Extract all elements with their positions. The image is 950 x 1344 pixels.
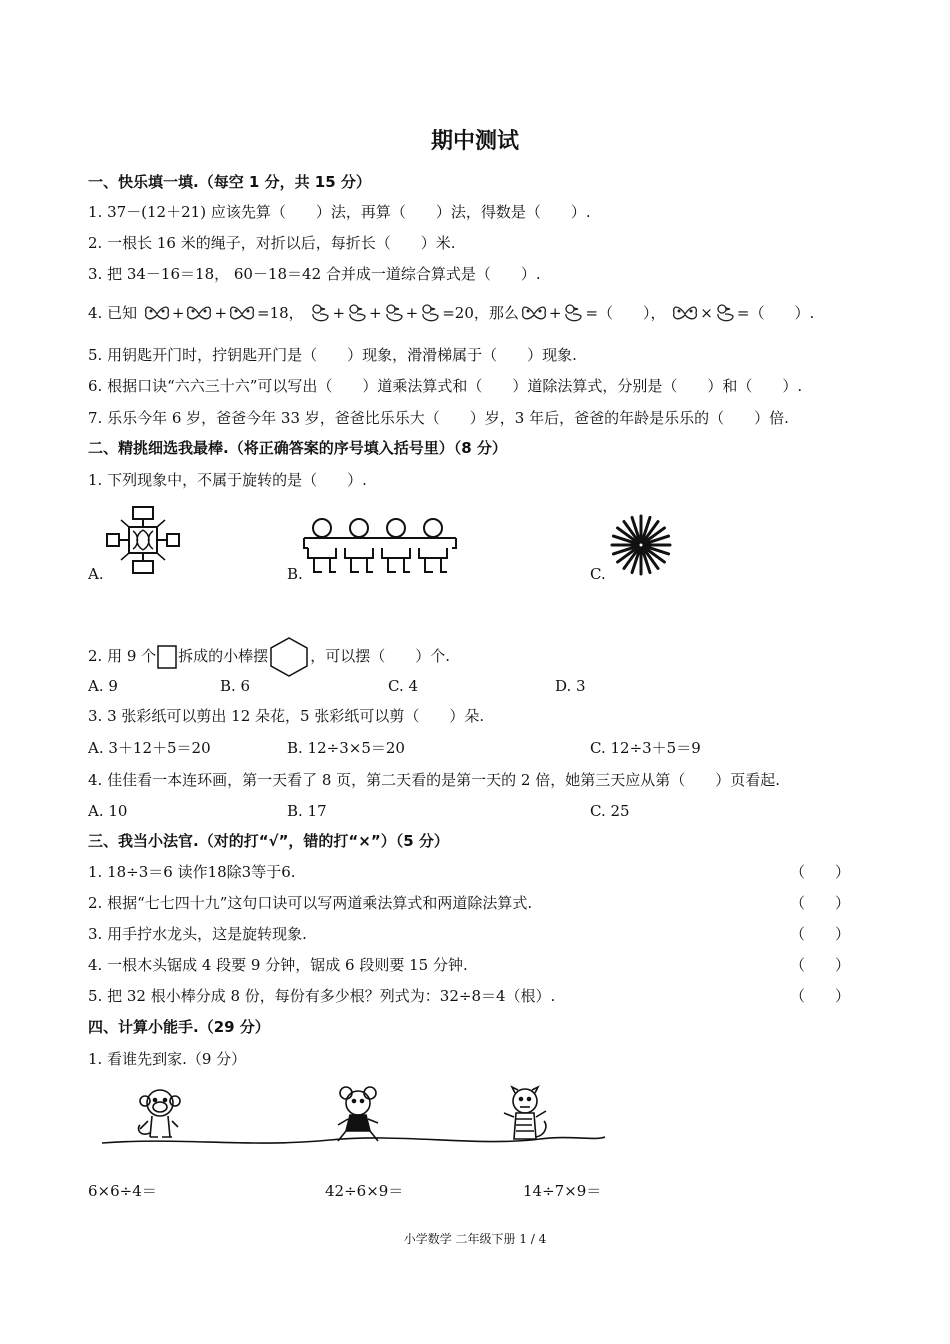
judge-item-2: 2. 根据“七七四十九”这句口诀可以写两道乘法算式和两道除法算式. [88,894,533,912]
q3-option-b: B. 12÷3×5＝20 [287,739,405,757]
section-1-heading: 一、快乐填一填.（每空 1 分，共 15 分） [88,173,371,191]
s1-question-1: 1. 37－(12＋21) 应该先算（ ）法，再算（ ）法，得数是（ ）. [88,203,591,221]
s1-question-7: 7. 乐乐今年 6 岁，爸爸今年 33 岁，爸爸比乐乐大（ ）岁，3 年后，爸爸的年龄是乐乐的（ ）倍. [88,409,789,427]
q2-text-a: 2. 用 9 个 [88,647,157,665]
duck-icon [713,302,737,326]
q3-option-c: C. 12÷3＋5＝9 [590,739,701,757]
hexagon-icon [268,636,310,678]
translation-pattern-figure-b [300,516,460,578]
duck-icon [345,302,369,326]
q2-option-c: C. 4 [388,677,419,695]
ground-line [102,1137,605,1143]
judge-item-5: 5. 把 32 根小棒分成 8 份，每份有多少根？列式为：32÷8＝4（根）. [88,987,556,1005]
q2-option-d: D. 3 [555,677,586,695]
race-scene [100,1085,610,1170]
s1-question-6: 6. 根据口诀“六六三十六”可以写出（ ）道乘法算式和（ ）道除法算式，分别是（ ）和（ ）. [88,377,803,395]
judge-item-1: 1. 18÷3＝6 读作18除3等于6. [88,863,296,881]
judge-answer-bracket-2: （ ） [789,894,850,912]
q4-text-a: 4. 已知 [88,304,138,322]
butterfly-icon [184,302,214,326]
tiger-icon [504,1087,546,1139]
s2-question-3: 3. 3 张彩纸可以剪出 12 朵花，5 张彩纸可以剪（ ）朵. [88,707,485,725]
q4-option-c: C. 25 [590,802,630,820]
s1-question-4: 4. 已知 + + =18， + + + =20，那么 + =（ ）， × =（ ）. [88,302,814,326]
race-expression-1: 6×6÷4＝ [88,1182,157,1200]
s2-question-2 [88,636,450,678]
butterfly-icon [519,302,549,326]
page-title: 期中测试 [430,129,519,154]
q1-option-c: C. [590,565,606,583]
rotation-pattern-figure-a [105,505,181,575]
section-3-heading: 三、我当小法官.（对的打“√”，错的打“×”）（5 分） [88,832,449,850]
q4-option-b: B. 17 [287,802,327,820]
q2-text-c: ，可以摆（ ）个. [310,647,450,665]
q3-option-a: A. 3＋12＋5＝20 [88,739,211,757]
square-sticks-icon [156,644,178,670]
s2-question-4: 4. 佳佳看一本连环画，第一天看了 8 页，第二天看的是第一天的 2 倍，她第三天应从第（ ）页看起. [88,771,781,789]
s1-question-5: 5. 用钥匙开门时，拧钥匙开门是（ ）现象，滑滑梯属于（ ）现象. [88,346,577,364]
q4-text-b: =18， [257,304,304,322]
q4-option-a: A. 10 [88,802,128,820]
q2-text-b: 拆成的小棒摆 [178,647,269,665]
mouse-icon [338,1087,378,1141]
duck-icon [418,302,442,326]
s2-question-1: 1. 下列现象中，不属于旋转的是（ ）. [88,471,367,489]
s1-question-3: 3. 把 34－16＝18， 60－18＝42 合并成一道综合算式是（ ）. [88,265,541,283]
judge-answer-bracket-3: （ ） [789,925,850,943]
butterfly-icon [227,302,257,326]
duck-icon [308,302,332,326]
judge-item-4: 4. 一根木头锯成 4 段要 9 分钟，锯成 6 段则要 15 分钟. [88,956,468,974]
s1-question-2: 2. 一根长 16 米的绳子，对折以后，每折长（ ）米. [88,234,456,252]
duck-icon [382,302,406,326]
judge-answer-bracket-4: （ ） [789,956,850,974]
judge-answer-bracket-5: （ ） [789,987,850,1005]
q4-text-d: =（ ）， [585,304,666,322]
q2-option-b: B. 6 [220,677,251,695]
section-2-heading: 二、精挑细选我最棒.（将正确答案的序号填入括号里）（8 分） [88,439,507,457]
q1-option-b: B. [287,565,303,583]
s4-question-1: 1. 看谁先到家.（9 分） [88,1050,247,1068]
race-expression-3: 14÷7×9＝ [523,1182,602,1200]
q2-option-a: A. 9 [88,677,118,695]
butterfly-icon [670,302,700,326]
judge-item-3: 3. 用手拧水龙头，这是旋转现象. [88,925,307,943]
q1-option-a: A. [88,565,104,583]
page-footer: 小学数学 二年级下册 1 / 4 [403,1232,547,1246]
judge-answer-bracket-1: （ ） [789,863,850,881]
sun-burst-figure-c [610,514,672,576]
race-expression-2: 42÷6×9＝ [325,1182,404,1200]
section-4-heading: 四、计算小能手.（29 分） [88,1018,270,1036]
monkey-icon [138,1090,180,1137]
butterfly-icon [142,302,172,326]
q4-text-c: =20，那么 [442,304,519,322]
q4-text-e: =（ ）. [736,304,815,322]
duck-icon [561,302,585,326]
